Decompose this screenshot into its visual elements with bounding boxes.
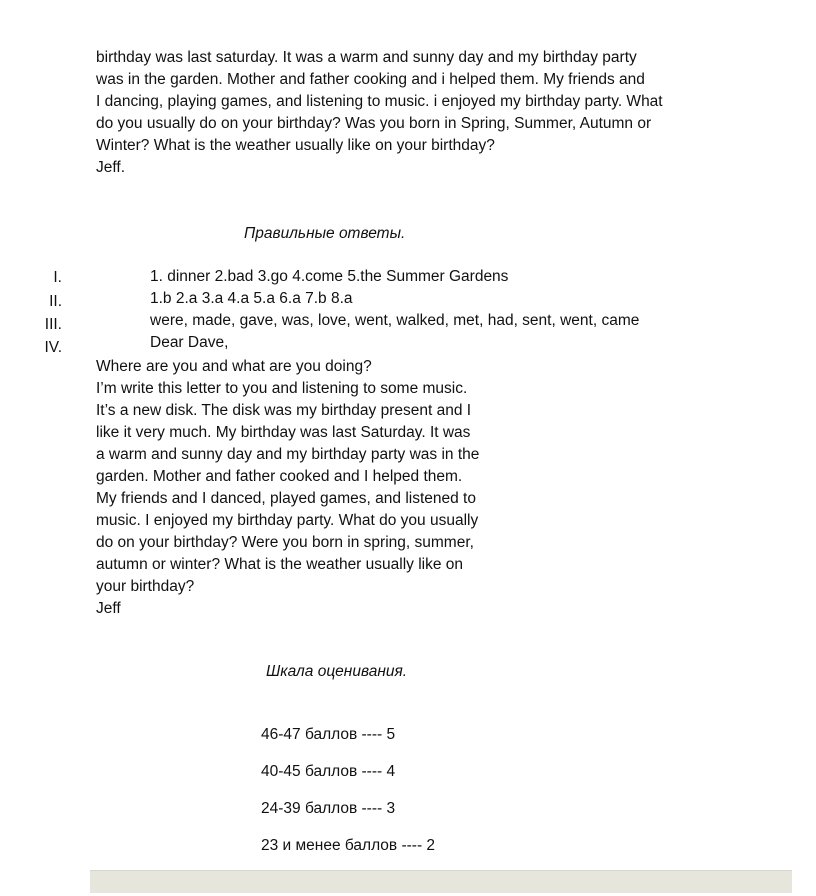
scale-heading: Шкала оценивания. [266,663,408,680]
letter-line: I’m write this letter to you and listening to some music. [96,380,468,397]
letter-line: music. I enjoyed my birthday party. What do you usually [96,512,479,529]
answer-numeral: II. [49,293,62,310]
letter-line: My friends and I danced, played games, and listened to [96,490,476,507]
scale-row: 23 и менее баллов ---- 2 [261,837,436,854]
answer-numeral: I. [53,269,62,286]
letter-line: your birthday? [96,578,195,595]
letter-line: garden. Mother and father cooked and I helped them. [96,468,463,485]
letter-line: autumn or winter? What is the weather usually like on [96,556,464,573]
answer-text: Dear Dave, [150,334,229,351]
letter-corrected [96,356,479,620]
letter-top [96,47,663,179]
scale-row: 46-47 баллов ---- 5 [261,726,396,743]
letter-line: a warm and sunny day and my birthday party was in the [96,446,480,463]
page-footer-strip [90,870,792,893]
letter-line: Where are you and what are you doing? [96,358,372,375]
scale-row: 40-45 баллов ---- 4 [261,763,396,780]
letter-top-signature: Jeff. [96,159,126,176]
answers-heading: Правильные ответы. [244,225,406,242]
letter-line: like it very much. My birthday was last Saturday. It was [96,424,471,441]
letter-top-line: Winter? What is the weather usually like on your birthday? [96,137,495,154]
letter-line: do on your birthday? Were you born in spring, summer, [96,534,474,551]
letter-top-line: was in the garden. Mother and father cooking and i helped them. My friends and [96,71,645,88]
answer-text: 1.b 2.a 3.a 4.a 5.a 6.a 7.b 8.a [150,290,353,307]
letter-line: It’s a new disk. The disk was my birthday present and I [96,402,472,419]
letter-top-line: do you usually do on your birthday? Was you born in Spring, Summer, Autumn or [96,115,652,132]
answer-numeral: IV. [44,339,62,356]
letter-signature: Jeff [96,600,121,617]
letter-top-line: birthday was last saturday. It was a warm and sunny day and my birthday party [96,49,637,66]
answer-numeral: III. [44,316,62,333]
answer-text: were, made, gave, was, love, went, walked, met, had, sent, went, came [150,312,640,329]
scale-row: 24-39 баллов ---- 3 [261,800,396,817]
answer-text: 1. dinner 2.bad 3.go 4.come 5.the Summer Gardens [150,268,509,285]
letter-top-line: I dancing, playing games, and listening to music. i enjoyed my birthday party. What [96,93,663,110]
